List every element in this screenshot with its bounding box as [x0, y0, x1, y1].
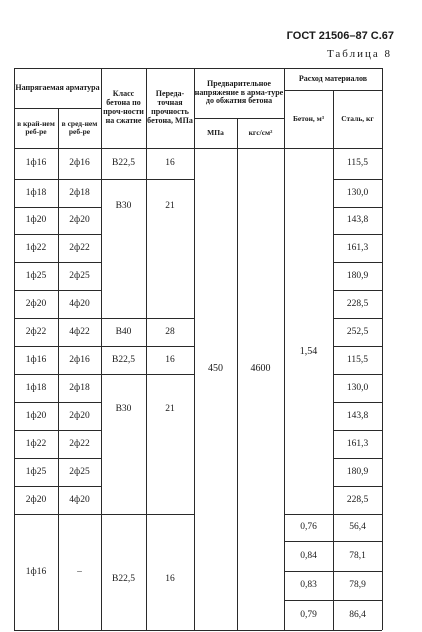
grid-line [284, 571, 382, 572]
strength-cell-3: 28 [165, 326, 175, 337]
page-header: ГОСТ 21506–87 С.67 [286, 30, 394, 42]
grid-line [333, 346, 382, 347]
header-transfer-strength: Переда-точная прочность бетона, МПа [147, 89, 193, 125]
row-mid-rebar: 2ф25 [69, 270, 90, 281]
row-steel-value: 130,0 [346, 382, 369, 393]
grid-line [333, 207, 382, 208]
row-steel-value: 228,5 [346, 298, 369, 309]
table-bottom-border [14, 630, 382, 631]
class-cell-5: В30 [115, 404, 132, 414]
row-steel-value: 180,9 [346, 270, 369, 281]
grid-line [333, 458, 382, 459]
grid-line [14, 514, 101, 515]
grid-line [333, 402, 382, 403]
grid-line [333, 514, 382, 515]
grid-line [101, 179, 194, 180]
grid-line [333, 486, 382, 487]
grid-line [14, 374, 101, 375]
header-armatura: Напрягаемая арматура [15, 82, 100, 92]
row-edge-rebar: 1ф22 [25, 438, 47, 449]
grid-line [194, 68, 195, 630]
grid-line [333, 374, 382, 375]
table-right-border [382, 68, 383, 630]
table-label: Таблица 8 [326, 48, 392, 60]
row-mid-rebar: 2ф16 [69, 158, 90, 169]
strength-cell-1: 16 [165, 158, 175, 169]
row-mid-rebar: 2ф22 [69, 438, 90, 449]
grid-line [333, 90, 334, 630]
concrete-main-value: 1,54 [299, 346, 318, 358]
row-edge-rebar: 1ф25 [25, 270, 47, 281]
row-mid-rebar: 2ф22 [69, 242, 90, 253]
row-steel-value: 228,5 [346, 494, 369, 505]
row-mid-rebar: 4ф20 [69, 494, 90, 505]
row-edge-rebar: 2ф22 [25, 326, 47, 337]
row-mid-rebar: 4ф20 [69, 298, 90, 309]
row-steel-value: 161,3 [346, 438, 369, 449]
row-edge-rebar: 1ф20 [25, 215, 47, 226]
header-bottom-border [14, 148, 382, 149]
row-edge-rebar: 1ф20 [25, 410, 47, 421]
bottom-steel-value: 78,9 [349, 580, 366, 591]
grid-line [333, 430, 382, 431]
class-cell-4: В22,5 [112, 354, 135, 365]
grid-line [101, 374, 194, 375]
class-cell-6: В22,5 [112, 574, 135, 584]
row-mid-rebar: 4ф22 [69, 326, 90, 337]
header-prestress: Предварительное напряжение в арма-туре до обжатия бетона [194, 78, 284, 106]
bottom-concrete-value: 0,84 [300, 550, 317, 561]
header-armatura-edge: в край-нем реб-ре [17, 118, 55, 136]
grid-line [14, 402, 101, 403]
row-steel-value: 143,8 [346, 215, 369, 226]
strength-cell-6: 16 [165, 574, 175, 584]
grid-line [284, 68, 285, 630]
grid-line [237, 118, 238, 630]
grid-line [58, 108, 59, 630]
header-armatura-mid: в сред-нем реб-ре [61, 118, 98, 136]
grid-line [101, 318, 194, 319]
prestress-mpa-value: 450 [208, 363, 223, 375]
grid-line [14, 458, 101, 459]
strength-cell-2: 21 [165, 201, 175, 211]
row-steel-value: 130,0 [346, 187, 369, 198]
grid-line [14, 486, 101, 487]
row-steel-value: 143,8 [346, 410, 369, 421]
row-mid-rebar: 2ф18 [69, 187, 90, 198]
bottom-mid-cell: – [77, 566, 82, 577]
bottom-steel-value: 78,1 [349, 550, 366, 561]
grid-line [333, 179, 382, 180]
grid-line [333, 318, 382, 319]
header-mpa: МПа [207, 127, 224, 137]
grid-line [14, 318, 101, 319]
header-concrete: Бетон, м³ [292, 113, 325, 123]
table-left-border [14, 68, 15, 630]
grid-line [333, 290, 382, 291]
grid-line [14, 234, 101, 235]
bottom-concrete-value: 0,76 [300, 522, 317, 533]
bottom-edge-cell: 1ф16 [25, 566, 47, 577]
class-cell-1: В22,5 [112, 158, 135, 169]
bottom-steel-value: 86,4 [349, 609, 366, 620]
row-edge-rebar: 2ф20 [25, 298, 47, 309]
grid-line [14, 430, 101, 431]
grid-line [284, 514, 333, 515]
row-edge-rebar: 1ф16 [25, 158, 47, 169]
row-mid-rebar: 2ф18 [69, 382, 90, 393]
grid-line [284, 600, 382, 601]
grid-line [194, 118, 284, 119]
bottom-concrete-value: 0,83 [300, 580, 317, 591]
grid-line [333, 262, 382, 263]
row-steel-value: 115,5 [346, 354, 369, 365]
grid-line [146, 68, 147, 630]
grid-line [14, 179, 101, 180]
class-cell-3: В40 [115, 326, 132, 337]
row-edge-rebar: 1ф18 [25, 187, 47, 198]
row-edge-rebar: 1ф25 [25, 466, 47, 477]
row-mid-rebar: 2ф20 [69, 215, 90, 226]
grid-line [14, 290, 101, 291]
row-steel-value: 161,3 [346, 242, 369, 253]
grid-line [101, 514, 194, 515]
strength-cell-4: 16 [165, 354, 175, 365]
table-top-border [14, 68, 382, 69]
header-steel: Сталь, кг [341, 113, 374, 123]
header-materials: Расход материалов [298, 73, 368, 83]
bottom-steel-value: 56,4 [349, 522, 366, 533]
grid-line [101, 68, 102, 630]
row-edge-rebar: 1ф18 [25, 382, 47, 393]
header-concrete-class: Класс бетона по проч-ности на сжатие [103, 89, 144, 125]
row-edge-rebar: 1ф16 [25, 354, 47, 365]
row-edge-rebar: 2ф20 [25, 494, 47, 505]
strength-cell-5: 21 [165, 404, 175, 414]
grid-line [333, 234, 382, 235]
row-steel-value: 252,5 [346, 326, 369, 337]
row-steel-value: 180,9 [346, 466, 369, 477]
row-mid-rebar: 2ф25 [69, 466, 90, 477]
row-mid-rebar: 2ф20 [69, 410, 90, 421]
row-mid-rebar: 2ф16 [69, 354, 90, 365]
grid-line [101, 346, 194, 347]
grid-line [284, 541, 382, 542]
grid-line [14, 207, 101, 208]
grid-line [14, 346, 101, 347]
grid-line [14, 262, 101, 263]
prestress-kgs-value: 4600 [250, 363, 271, 375]
row-steel-value: 115,5 [346, 158, 369, 169]
class-cell-2: В30 [115, 201, 132, 211]
bottom-concrete-value: 0,79 [300, 609, 317, 620]
header-kgs: кгс/см² [248, 127, 273, 137]
row-edge-rebar: 1ф22 [25, 242, 47, 253]
